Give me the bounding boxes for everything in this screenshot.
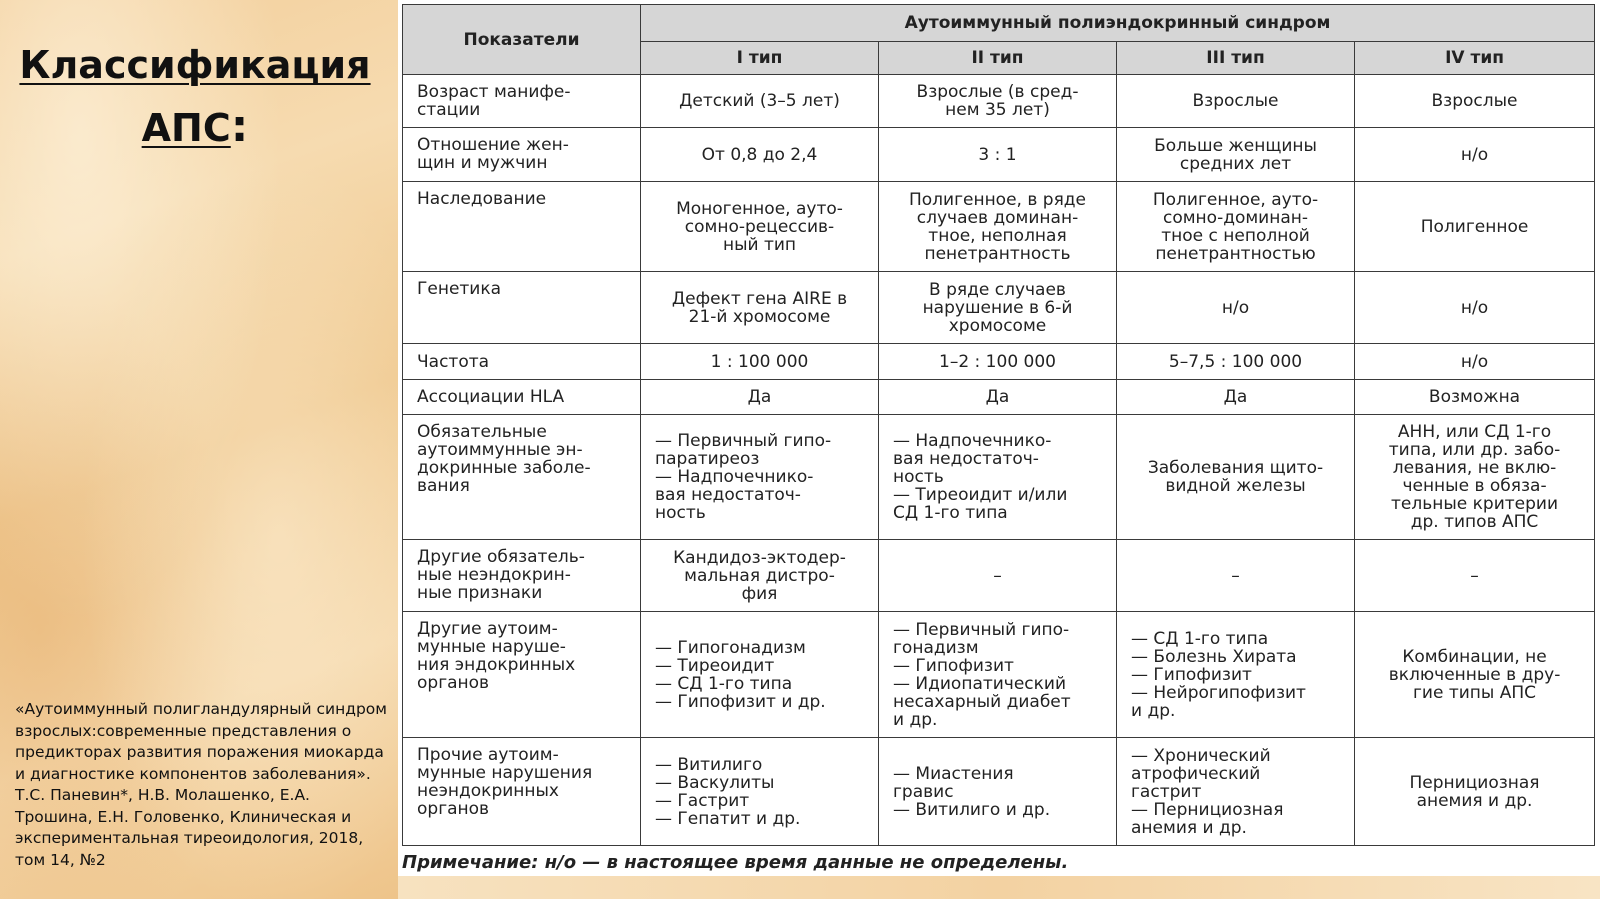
citation: «Аутоиммунный полигландулярный синдром взрослых:современные представления о предикторах развития поражения миокарда и диагностике компонентов заболевания». Т.С. Паневин*, Н.В. Молашенко, Е.А. Трошина, Е.Н. Головенко, Клиническая и экспериментальная тиреоидология, 2018, том 14, №2 [15,700,387,869]
table-cell: Возможна [1355,380,1595,415]
left-panel [0,0,398,899]
table-cell: 5–7,5 : 100 000 [1117,344,1355,380]
header-indicators: Показатели [403,5,641,75]
table-row [403,612,1595,738]
table-note: Примечание: н/о — в настоящее время данные не определены. [402,852,1069,873]
row-label: Другие аутоим- мунные наруше- ния эндокринных органов [403,612,641,738]
table-cell: Комбинации, не включенные в дру- гие типы АПС [1355,612,1595,738]
header-type-1: I тип [641,42,879,75]
classification-table-wrap [402,4,1594,846]
row-label: Возраст манифе- стации [403,75,641,128]
row-label: Наследование [403,182,641,272]
bottom-decor-strip [398,876,1600,899]
table-cell: Заболевания щито- видной железы [1117,415,1355,540]
table-cell: 1 : 100 000 [641,344,879,380]
table-cell: – [1355,540,1595,612]
table-cell: — Витилиго — Васкулиты — Гастрит — Гепатит и др. [641,738,879,846]
table-cell: Дефект гена AIRE в 21-й хромосоме [641,272,879,344]
table-cell: От 0,8 до 2,4 [641,128,879,182]
header-type-4: IV тип [1355,42,1595,75]
title-line2: АПС [141,106,231,150]
table-cell: Взрослые (в сред- нем 35 лет) [879,75,1117,128]
table-cell: — Первичный гипо- гонадизм — Гипофизит — Идиопатический несахарный диабет и др. [879,612,1117,738]
table-cell: – [1117,540,1355,612]
table-row [403,128,1595,182]
table-row [403,272,1595,344]
table-row [403,540,1595,612]
table-cell: Полигенное, в ряде случаев доминан- тное, неполная пенетрантность [879,182,1117,272]
table-row [403,344,1595,380]
table-row [403,415,1595,540]
table-cell: В ряде случаев нарушение в 6-й хромосоме [879,272,1117,344]
table-cell: Детский (3–5 лет) [641,75,879,128]
table-cell: Взрослые [1117,75,1355,128]
table-cell: н/о [1355,128,1595,182]
table-cell: – [879,540,1117,612]
table-cell: н/о [1355,344,1595,380]
table-cell: — Надпочечнико- вая недостаточ- ность — Тиреоидит и/или СД 1-го типа [879,415,1117,540]
table-cell: — Гипогонадизм — Тиреоидит — СД 1-го типа — Гипофизит и др. [641,612,879,738]
table-cell: Взрослые [1355,75,1595,128]
table-cell: — Первичный гипо- паратиреоз — Надпочечнико- вая недостаточ- ность [641,415,879,540]
table-cell: н/о [1117,272,1355,344]
header-type-2: II тип [879,42,1117,75]
table-row [403,75,1595,128]
table-cell: Полигенное, ауто- сомно-доминан- тное с неполной пенетрантностью [1117,182,1355,272]
table-cell: Да [641,380,879,415]
row-label: Генетика [403,272,641,344]
table-cell: Кандидоз-эктодер- мальная дистро- фия [641,540,879,612]
table-cell: Да [879,380,1117,415]
table-cell: — Хронический атрофический гастрит — Пернициозная анемия и др. [1117,738,1355,846]
row-label: Отношение жен- щин и мужчин [403,128,641,182]
table-cell: 1–2 : 100 000 [879,344,1117,380]
table-cell: — Миастения гравис — Витилиго и др. [879,738,1117,846]
table-cell: н/о [1355,272,1595,344]
row-label: Обязательные аутоиммунные эн- докринные заболе- вания [403,415,641,540]
table-cell: 3 : 1 [879,128,1117,182]
table-cell: Да [1117,380,1355,415]
row-label: Прочие аутоим- мунные нарушения неэндокринных органов [403,738,641,846]
header-group: Аутоиммунный полиэндокринный синдром [641,5,1595,42]
table-cell: — СД 1-го типа — Болезнь Хирата — Гипофизит — Нейрогипофизит и др. [1117,612,1355,738]
classification-table [402,4,1595,846]
table-cell: Пернициозная анемия и др. [1355,738,1595,846]
row-label: Частота [403,344,641,380]
table-row [403,380,1595,415]
title-line1: Классификация [19,43,371,87]
row-label: Ассоциации HLA [403,380,641,415]
table-row [403,182,1595,272]
row-label: Другие обязатель- ные неэндокрин- ные признаки [403,540,641,612]
table-cell: Больше женщины средних лет [1117,128,1355,182]
table-cell: Моногенное, ауто- сомно-рецессив- ный тип [641,182,879,272]
title-colon: : [230,101,249,152]
table-cell: АНН, или СД 1-го типа, или др. забо- левания, не вклю- ченные в обяза- тельные критерии др. типов АПС [1355,415,1595,540]
slide-title [0,34,390,159]
header-type-3: III тип [1117,42,1355,75]
table-cell: Полигенное [1355,182,1595,272]
table-row [403,738,1595,846]
